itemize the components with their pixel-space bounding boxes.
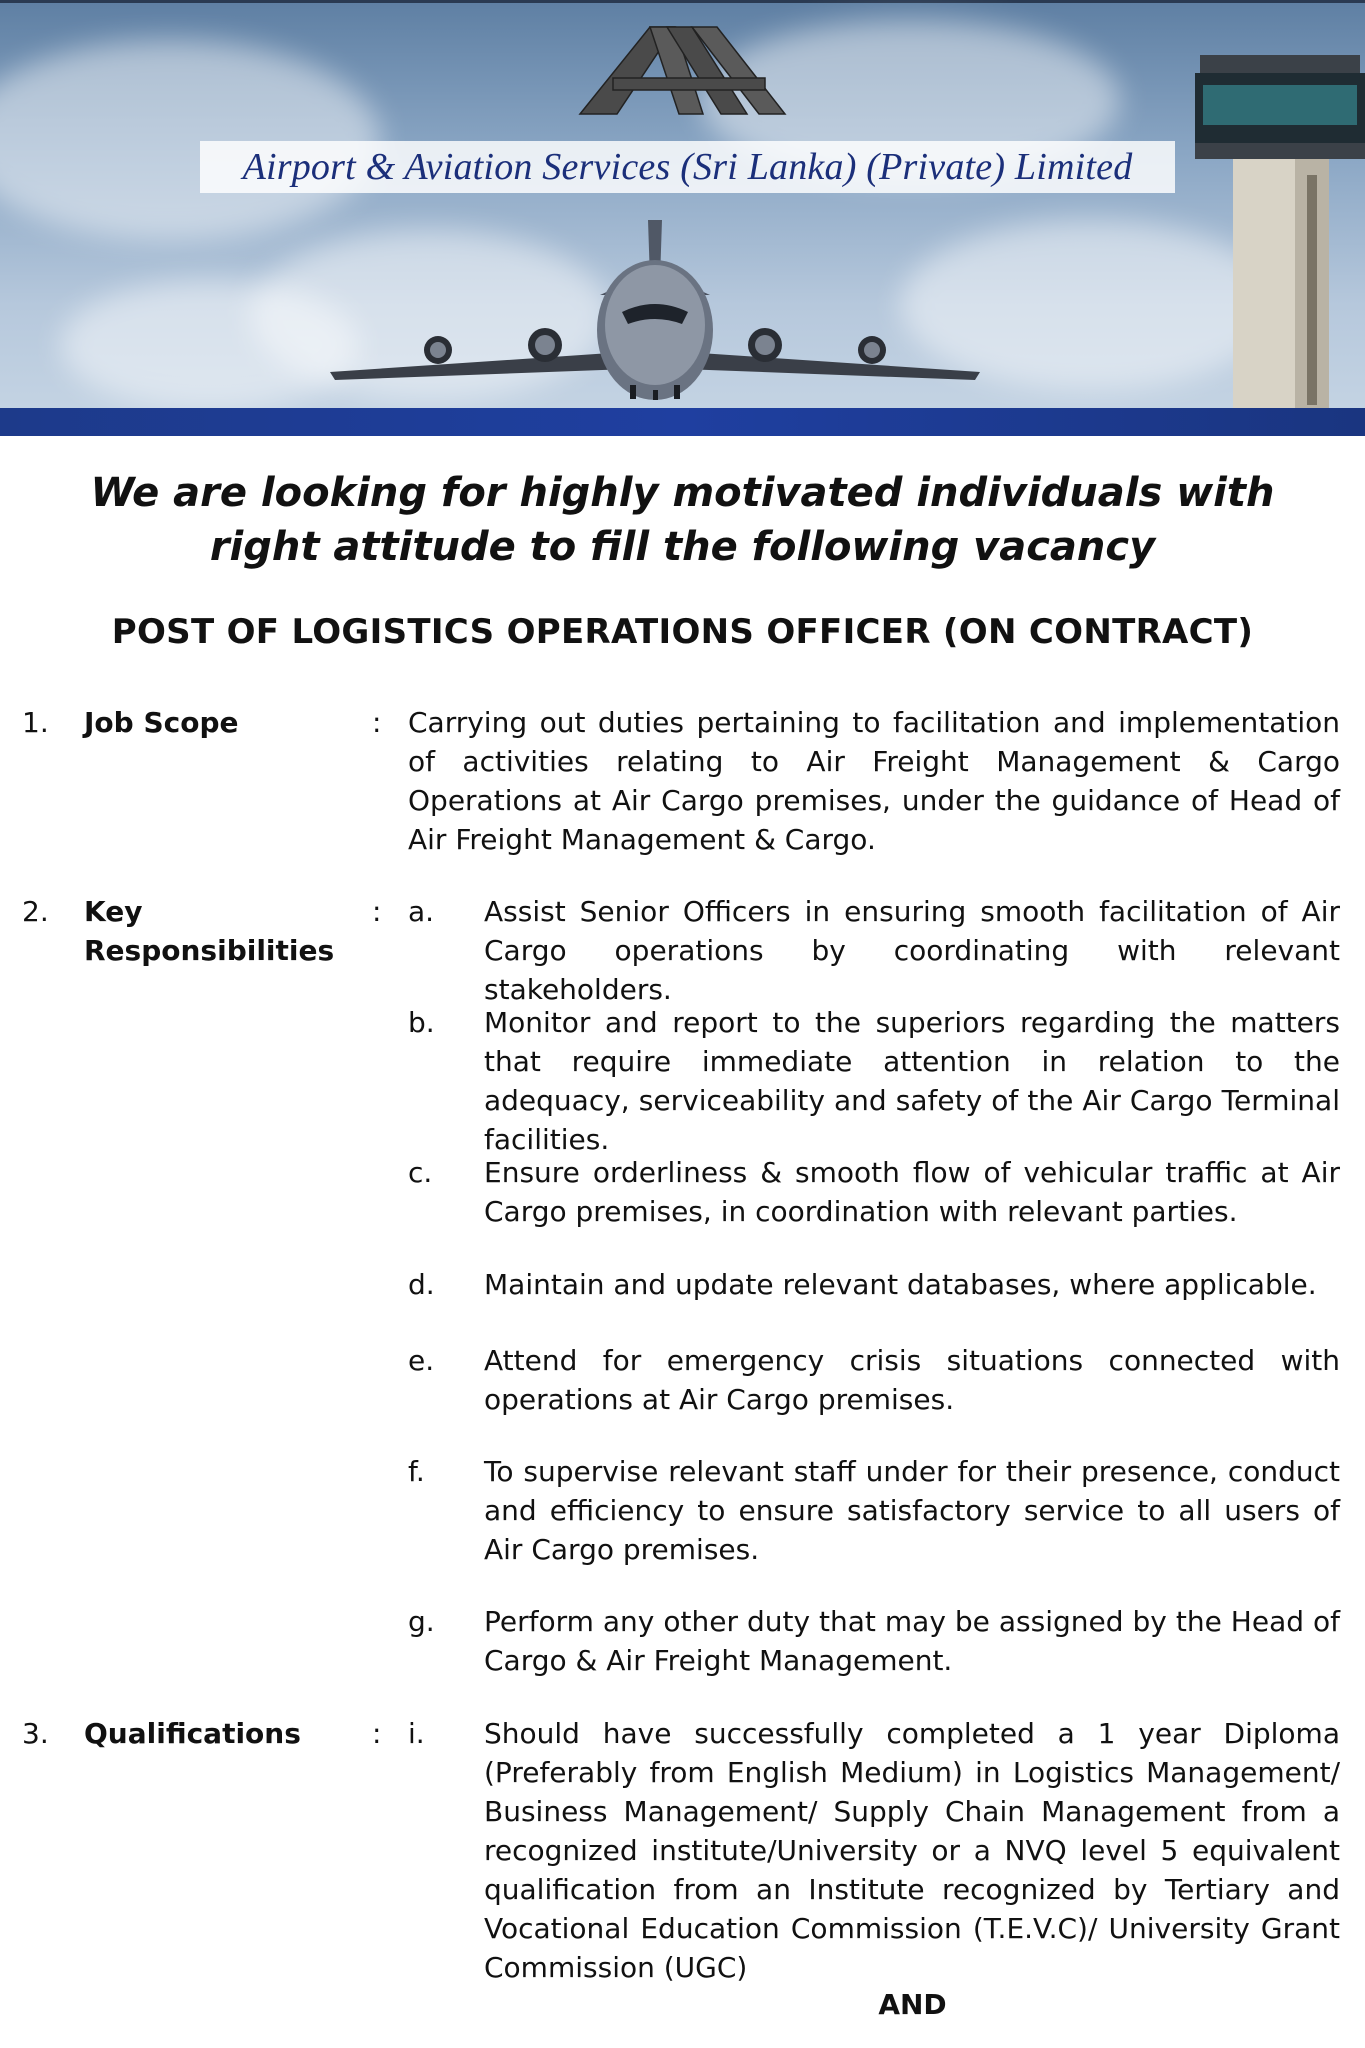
section-label-line: Responsibilities [84,934,335,967]
item-letter: g. [408,1605,435,1638]
control-tower-icon [1195,55,1365,415]
item-letter: f. [408,1455,425,1488]
post-title: POST OF LOGISTICS OPERATIONS OFFICER (ON CONTRACT) [111,612,1254,652]
item-text: Perform any other duty that may be assigned by the Head of Cargo & Air Freight Management. [484,1605,1340,1677]
section-label: Job Scope [84,706,239,739]
intro-heading [0,466,1365,574]
item-letter: i. [408,1717,425,1750]
colon-separator: : [372,706,382,739]
section-label-line: Key [84,895,143,928]
section-number: 1. [22,706,49,739]
section-label: Qualifications [84,1717,301,1750]
item-text: To supervise relevant staff under for their presence, conduct and efficiency to ensure satisfactory service to all users of Air Cargo premises. [484,1455,1340,1566]
airplane-icon [330,200,980,400]
item-letter: d. [408,1268,435,1301]
item-text: Maintain and update relevant databases, where applicable. [484,1268,1317,1301]
item-letter: c. [408,1156,433,1189]
header-banner [0,0,1365,436]
colon-separator: : [372,1717,382,1750]
intro-line-2: right attitude to fill the following vacancy [209,524,1156,570]
banner-blue-band [0,408,1365,436]
section-label [84,892,334,970]
and-connector: AND [878,1988,947,2021]
item-text: Ensure orderliness & smooth flow of vehicular traffic at Air Cargo premises, in coordination with relevant parties. [484,1156,1340,1228]
section-number: 2. [22,895,49,928]
colon-separator: : [372,895,382,928]
item-text: Should have successfully completed a 1 year Diploma (Preferably from English Medium) in Logistics Management/ Business Management/ Supply Chain Management from a recognized institute/University or a NVQ level 5 equivalent qualification from an Institute recognized by Tertiary and Vocational Education Commission (T.E.V.C)/ University Grant Commission (UGC) [484,1717,1340,1984]
cloud [60,280,360,410]
intro-line-1: We are looking for highly motivated individuals with [90,470,1275,516]
item-letter: e. [408,1344,435,1377]
section-number: 3. [22,1717,49,1750]
item-text: Assist Senior Officers in ensuring smooth facilitation of Air Cargo operations by coordinating with relevant stakeholders. [484,895,1340,1006]
banner-top-line [0,0,1365,3]
company-logo-icon [575,22,790,117]
company-name: Airport & Aviation Services (Sri Lanka) (Private) Limited [242,146,1133,188]
cloud [0,40,380,240]
job-scope-text: Carrying out duties pertaining to facilitation and implementation of activities relating to Air Freight Management & Cargo Operations at Air Cargo premises, under the guidance of Head of Air Freight Management & Cargo. [408,706,1340,856]
company-name-bar [200,141,1175,193]
item-letter: a. [408,895,435,928]
item-text: Monitor and report to the superiors regarding the matters that require immediate attention in relation to the adequacy, serviceability and safety of the Air Cargo Terminal facilities. [484,1006,1340,1156]
item-letter: b. [408,1006,435,1039]
item-text: Attend for emergency crisis situations connected with operations at Air Cargo premises. [484,1344,1340,1416]
